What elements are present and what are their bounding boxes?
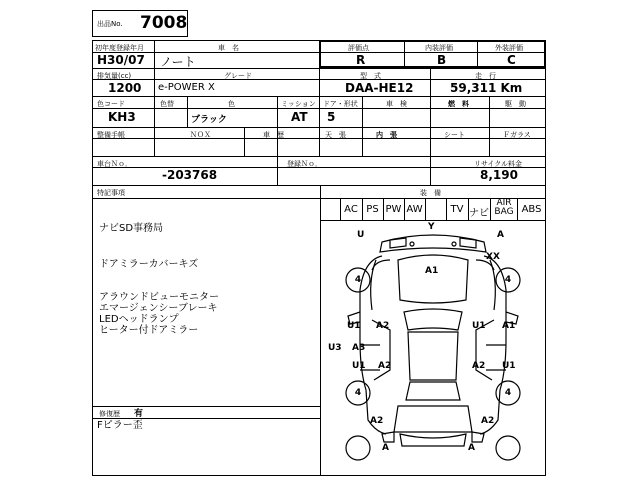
damage-mark: A2 — [481, 416, 495, 426]
damage-mark: U1 — [502, 361, 516, 371]
reg-year-value: H30/07 — [97, 53, 145, 67]
header-recycle: リサイクル料金 — [474, 160, 523, 168]
header-drive: 駆 動 — [505, 100, 526, 108]
damage-mark: A2 — [376, 321, 390, 331]
header-notes: 特記事項 — [97, 189, 125, 197]
lot-label: 出品No. — [97, 20, 123, 28]
damage-mark: U3 — [328, 343, 342, 353]
color-value: ブラック — [191, 115, 227, 125]
header-displacement: 排気量(cc) — [97, 72, 132, 80]
header-chassis-no: 車台Ｎｏ． — [97, 160, 132, 168]
header-fuel: 燃 料 — [448, 100, 469, 108]
tyre-rear-left: 4 — [354, 388, 362, 398]
tyre-front-right: 4 — [504, 275, 512, 285]
header-history: 車 歴 — [263, 131, 284, 139]
header-repair: 修復歴 — [99, 410, 120, 418]
damage-mark: U1 — [352, 361, 366, 371]
header-model: 型 式 — [360, 72, 381, 80]
equip-ac: AC — [344, 204, 358, 215]
header-reg-year: 初年度登録年月 — [95, 44, 144, 52]
equip-pw: PW — [385, 204, 402, 215]
equip-aw: AW — [406, 204, 423, 215]
tyre-rear-right: 4 — [504, 388, 512, 398]
header-reg-no: 登録Ｎｏ． — [287, 160, 322, 168]
note-2: ドアミラーカバーキズ — [99, 259, 199, 270]
damage-mark: A — [497, 230, 504, 240]
damage-mark: A3 — [352, 343, 366, 353]
damage-mark: U1 — [472, 321, 486, 331]
equip-navi: ナビ — [469, 208, 489, 219]
header-manual: 整備手帳 — [97, 131, 125, 139]
equip-airbag: AIR BAG — [494, 198, 514, 217]
displacement-value: 1200 — [108, 81, 142, 95]
exterior-value: C — [507, 53, 516, 67]
note-1: ナビSD事務局 — [99, 223, 164, 234]
header-nox: ＮＯＸ — [190, 131, 211, 139]
note-5: LEDヘッドランプ — [99, 314, 179, 325]
recycle-value: 8,190 — [480, 168, 518, 182]
equip-tv: TV — [450, 204, 464, 215]
note-4: エマージェンシーブレーキ — [99, 303, 218, 314]
damage-mark: U — [357, 230, 365, 240]
repair-note: Fピラー歪 — [97, 420, 143, 431]
note-3: アラウンドビューモニター — [99, 292, 219, 303]
damage-mark: XX — [486, 252, 500, 262]
damage-mark: A1 — [502, 321, 516, 331]
interior-value: B — [437, 53, 447, 67]
color-code-value: KH3 — [108, 110, 136, 124]
grade-value: e-POWER X — [158, 82, 215, 93]
header-mileage: 走 行 — [475, 72, 496, 80]
car-name-value: ノート — [160, 55, 196, 69]
header-sunroof: 天 張 — [325, 131, 346, 139]
header-car-name: 車 名 — [218, 44, 239, 52]
header-grade: グレード — [224, 72, 252, 80]
damage-mark: A — [382, 443, 389, 453]
header-equipment: 装 備 — [420, 189, 441, 197]
header-color-change: 色替 — [160, 100, 174, 108]
model-value: DAA-HE12 — [345, 81, 414, 95]
damage-mark: A1 — [425, 266, 439, 276]
header-interior2: 内 張 — [376, 131, 397, 139]
score-value: R — [356, 53, 366, 67]
header-color: 色 — [228, 100, 235, 108]
tyre-front-left: 4 — [354, 275, 362, 285]
header-score: 評価点 — [348, 44, 369, 52]
damage-mark: A — [468, 443, 475, 453]
chassis-no-value: -203768 — [162, 168, 218, 182]
doors-value: 5 — [327, 110, 336, 124]
damage-mark: Y — [428, 222, 435, 232]
equip-ps: PS — [366, 204, 379, 215]
lot-number: 7008 — [140, 13, 188, 33]
header-interior: 内装評価 — [425, 44, 453, 52]
mileage-value: 59,311 Km — [450, 81, 523, 95]
header-fglass: Ｆガラス — [503, 131, 531, 139]
header-color-code: 色コード — [97, 100, 125, 108]
transmission-value: AT — [291, 110, 308, 124]
damage-mark: A2 — [370, 416, 384, 426]
header-inspection: 車 検 — [386, 100, 407, 108]
damage-mark: A2 — [472, 361, 486, 371]
repair-value: 有 — [134, 409, 144, 419]
note-6: ヒーター付ドアミラー — [99, 325, 199, 336]
header-seat: シート — [444, 131, 465, 139]
header-doors: ドア・形状 — [323, 100, 358, 108]
equip-abs: ABS — [521, 204, 542, 215]
damage-mark: A2 — [378, 361, 392, 371]
damage-mark: U1 — [347, 321, 361, 331]
header-transmission: ミッション — [281, 100, 316, 108]
header-exterior: 外装評価 — [495, 44, 523, 52]
